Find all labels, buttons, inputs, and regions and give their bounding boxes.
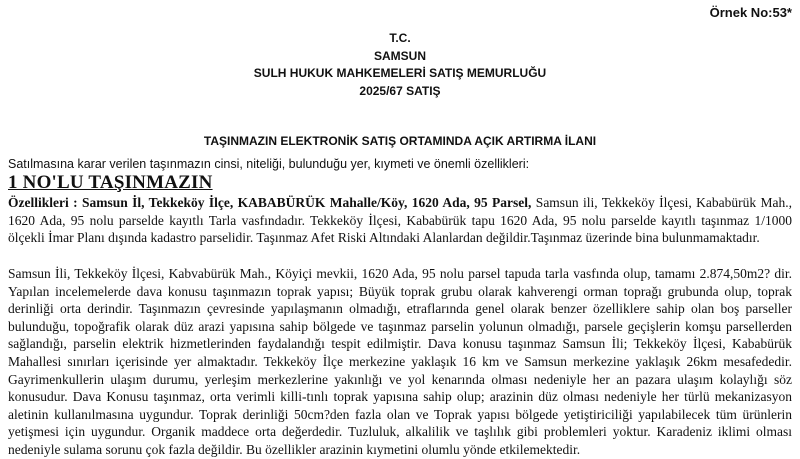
features-paragraph	[8, 194, 792, 247]
sample-number: Örnek No:53*	[709, 5, 792, 20]
description-paragraph: Samsun İli, Tekkeköy İlçesi, Kabvabürük Mah., Köyiçi mevkii, 1620 Ada, 95 nolu parsel tapuda tarla vasfında olup, tamamı 2.874,50m2? dir. Yapılan incelemelerde dava konusu taşınmazın toprak yapısı; Büyük toprak grubu olarak kahverengi orman toprağı grubunda olup, toprak derinliği orta derindir. Taşınmazın çevresinde yapılaşmanın olmadığı, etraflarında genel olarak benzer özelliklere sahip olan boş parseller bulunduğu, topoğrafik olarak düz arazi yapısına sahip bölgede ve taşınmaz parselin yolunun olmadığı, parsele geçişlerin komşu parsellerden sağlandığı, parselin elektrik hizmetlerinden faydalandığı tespit edilmiştir. Dava konusu taşınmaz Samsun İli; Tekkeköy İlçesi, Kababürük Mahallesi sınırları içerisinde yer almaktadır. Tekkeköy İlçe merkezine yaklaşık 16 km ve Samsun merkezine yaklaşık 26km mesafededir. Gayrimenkullerin ulaşım durumu, yerleşim merkezlerine yakınlığı ve yol kenarında olması nedeniyle her an pazara ulaşım kolaylığı söz konusudur. Dava Konusu taşınmaz, orta verimli killi-tınlı toprak yapısına sahip olup; arazinin düz olması nedeniyle her türlü mekanizasyon aletinin kullanılmasına uygundur. Toprak derinliği 50cm?den fazla olan ve Toprak yapısı bölgede yetiştiriciliği yapılabilecek tüm ürünlerin yetişmesi için uygundur. Organik maddece orta değerdedir. Tuzluluk, alkalilik ve taşlılık gibi problemleri yoktur. Karadeniz iklimi olması nedeniyle sulama sorunu çok fazla değildir. Bu özellikler arazinin kıymetini olumlu yönde etkilemektedir.	[8, 266, 792, 457]
notice-title: TAŞINMAZIN ELEKTRONİK SATIŞ ORTAMINDA AÇIK ARTIRMA İLANI	[203, 134, 597, 148]
header-file-no: 2025/67 SATIŞ	[359, 84, 441, 98]
property-heading: 1 NO'LU TAŞINMAZIN	[8, 172, 213, 193]
intro-text: Satılmasına karar verilen taşınmazın cinsi, niteliği, bulunduğu yer, kıymeti ve önemli özellikleri:	[8, 157, 530, 171]
header-tc: T.C.	[389, 31, 411, 45]
header-office: SULH HUKUK MAHKEMELERİ SATIŞ MEMURLUĞU	[253, 66, 547, 80]
header-city: SAMSUN	[373, 49, 426, 63]
features-label: Özellikleri : Samsun İl, Tekkeköy İlçe, KABABÜRÜK Mahalle/Köy, 1620 Ada, 95 Parsel,	[8, 195, 532, 210]
features-text: Samsun ili, Tekkeköy İlçesi, Kababürük Mah., 1620 Ada, 95 nolu parselde kayıtlı Tarla vasfındadır. Tekkeköy İlçesi, Kababürük tapu 1620 Ada, 95 nolu parselde kayıtlı taşınmaz 1/1000 ölçekli İmar Planı dışında kadastro parselidir. Taşınmaz Afet Riski Altındaki Alanlardan değildir.Taşınmaz üzerinde bina bulunmamaktadır.	[8, 195, 793, 246]
